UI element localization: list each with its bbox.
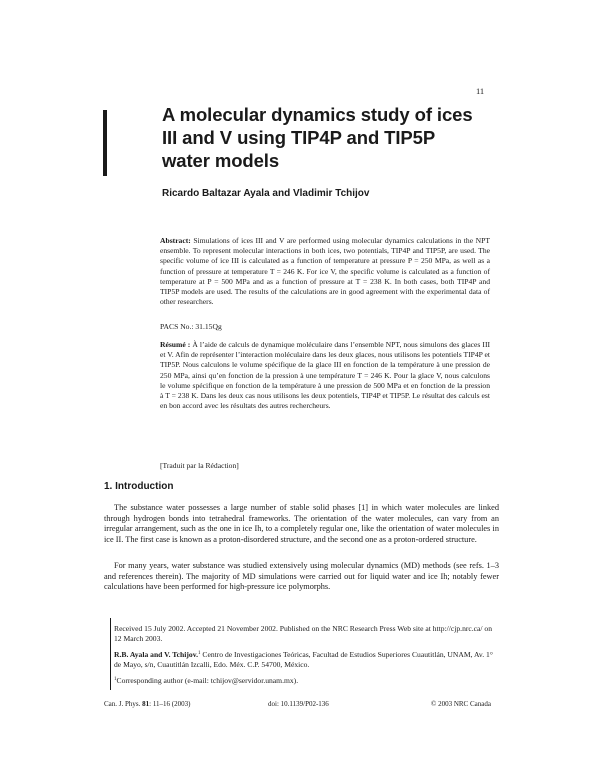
received-dates: Received 15 July 2002. Accepted 21 November 2002. Published on the NRC Research Press Web site at http://cjp.nrc.ca/ on 12 March 2003.	[114, 624, 493, 644]
author-list: Ricardo Baltazar Ayala and Vladimir Tchijov	[162, 188, 370, 199]
footnote-mark: 1	[114, 677, 117, 682]
affiliation-authors: R.B. Ayala and V. Tchijov.	[114, 650, 198, 659]
pacs-number: PACS No.: 31.15Qg	[160, 322, 222, 331]
corresponding-text: Corresponding author (e-mail: tchijov@servidor.unam.mx).	[116, 676, 299, 685]
corresponding-author	[114, 676, 500, 686]
paper-title	[162, 103, 522, 172]
resume-text: À l’aide de calculs de dynamique moléculaire dans l’ensemble NPT, nous simulons des glaces III et V. Afin de représenter l’interaction moléculaire dans les deux glaces, nous utilisons les potentiels TIP4P et TIP5P. Nous calculons le volume spécifique de la glace III en fonction de la température à une pression de 250 MPa, ainsi qu’en fonction de la pression à une température T = 246 K. Pour la glace V, nous calculons le volume spécifique en fonction de la température à une pression de 500 MPa et en fonction de la pression à T = 238 K. Dans les deux cas nous utilisons les deux potentiels, TIP4P et TIP5P. Le résultat des calculs est en bon accord avec les résultats des autres rechercheurs.	[160, 340, 491, 411]
section-heading: 1. Introduction	[104, 481, 174, 492]
journal-citation	[104, 700, 190, 708]
abstract-label: Abstract:	[160, 236, 191, 245]
translation-note: [Traduit par la Rédaction]	[160, 461, 239, 470]
resume	[160, 340, 490, 411]
author-affiliation	[114, 650, 500, 671]
footer-rule	[110, 618, 111, 690]
title-line: water models	[162, 150, 280, 171]
title-accent-bar	[103, 110, 107, 176]
journal-name: Can. J. Phys.	[104, 700, 141, 708]
copyright: © 2003 NRC Canada	[431, 700, 491, 708]
abstract-text: Simulations of ices III and V are performed using molecular dynamics calculations in the NPT ensemble. To represent molecular interactions in both ices, two potentials, TIP4P and TIP5P, are used. The specific volume of ice III is calculated as a function of temperature at pressure P = 250 MPa, as well as a function of pressure at temperature T = 246 K. For ice V, the specific volume is calculated as a function of temperature at P = 500 MPa and as a function of pressure at T = 238 K. In both cases, both TIP4P and TIP5P models are used. The results of the calculations are in good agreement with the experimental data of other researchers.	[160, 236, 490, 307]
journal-pages: : 11–16 (2003)	[149, 700, 191, 708]
title-line: III and V using TIP4P and TIP5P	[162, 127, 436, 148]
body-paragraph: The substance water possesses a large number of stable solid phases [1] in which water molecules are linked through hydrogen bonds into tetrahedral frameworks. The orientation of the water molecules, can vary from an irregular arrangement, such as the one in ice Ih, to a completely regular one, like the orientation of water molecules in ice II. The first case is known as a proton-disordered structure, and the second one as a proton-ordered structure.	[104, 503, 499, 545]
affiliation-text: Centro de Investigaciones Teóricas, Facultad de Estudios Superiores Cuautitlán, UNAM, Av. 1° de Mayo, s/n, Cuautitlán Izcalli, Edo. Méx. C.P. 54700, México.	[114, 650, 493, 670]
footnote-mark: 1	[198, 651, 201, 656]
title-line: A molecular dynamics study of ices	[162, 104, 473, 125]
resume-label: Résumé :	[160, 340, 191, 349]
journal-volume: 81	[142, 700, 150, 708]
doi: doi: 10.1139/P02-136	[268, 700, 329, 708]
body-paragraph: For many years, water substance was studied extensively using molecular dynamics (MD) methods (see refs. 1–3 and references therein). The majority of MD simulations were carried out for liquid water and ice Ih; notably fewer calculations have been performed for high-pressure ice polymorphs.	[104, 561, 499, 592]
abstract	[160, 236, 490, 307]
page-number: 11	[476, 86, 485, 96]
